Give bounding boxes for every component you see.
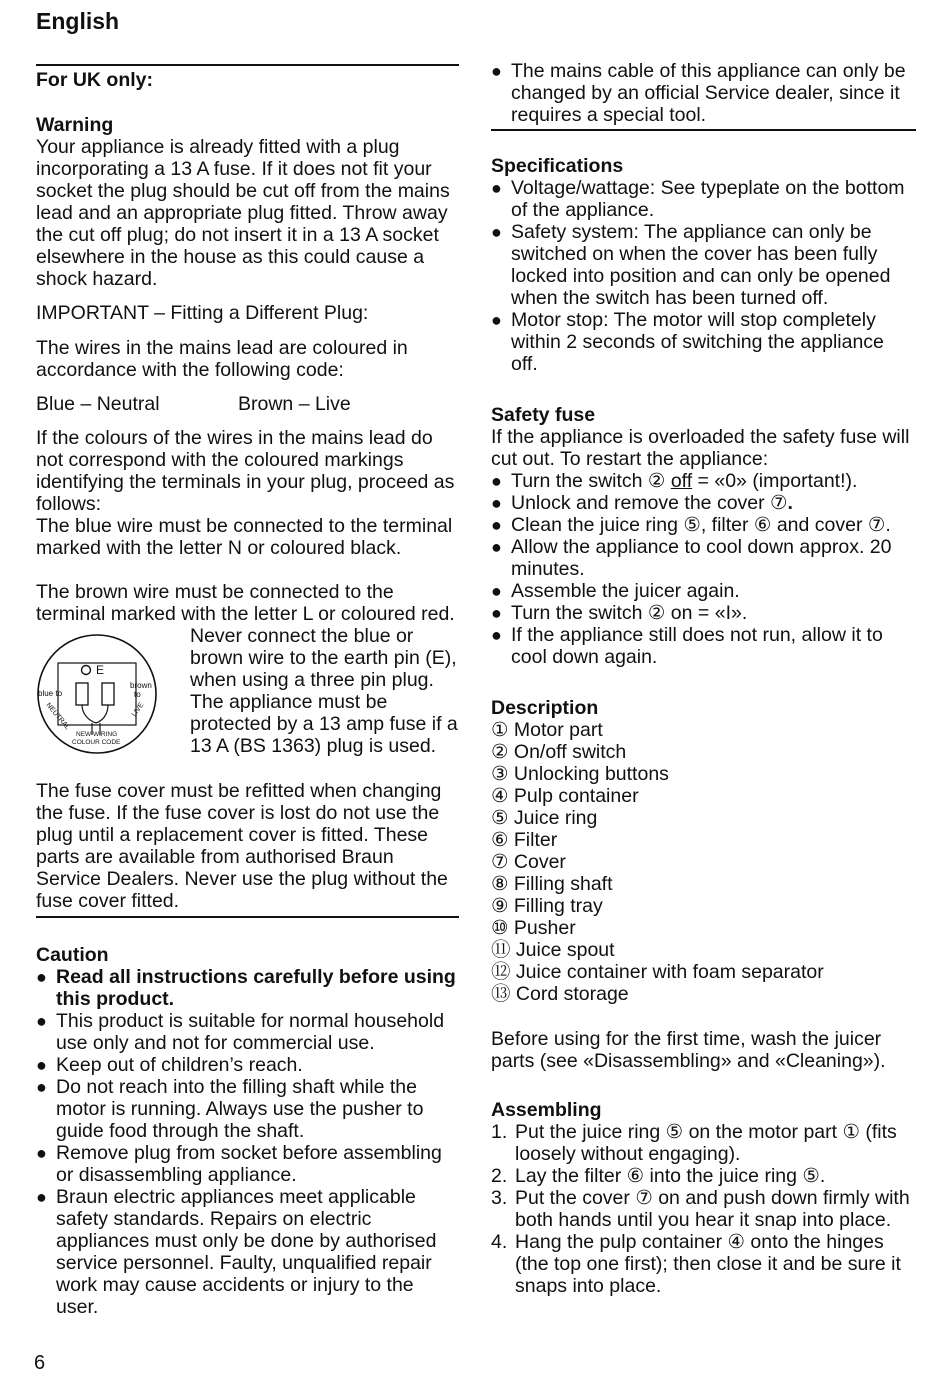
warning-heading: Warning <box>36 114 114 136</box>
assembling-heading: Assembling <box>491 1099 602 1121</box>
assembling-step <box>491 1165 916 1187</box>
fuse-step: ● Turn the switch ② on = «I». <box>491 602 916 624</box>
page-number: 6 <box>34 1352 46 1374</box>
fuse-step-remove-cover <box>491 492 916 514</box>
description-item: ⑪ Juice spout <box>491 939 615 961</box>
fuse-step: ● Clean the juice ring ⑤, filter ⑥ and cover ⑦. <box>491 514 916 536</box>
step-number: 1. <box>491 1121 508 1143</box>
wire-brown-live: Brown – Live <box>238 393 351 415</box>
description-item: ⑩ Pusher <box>491 917 576 939</box>
description-item: ⑨ Filling tray <box>491 895 603 917</box>
fuse-step2-pre: Unlock and remove the cover ⑦ <box>511 492 788 514</box>
safety-fuse-list <box>491 470 916 668</box>
step-text: Hang the pulp container ④ onto the hinges (the top one first); then close it and be sure it snaps into place. <box>515 1231 901 1297</box>
caution-heading: Caution <box>36 944 109 966</box>
neutral-label: NEUTRAL <box>44 701 71 732</box>
assembling-step <box>491 1121 916 1165</box>
live-label: LIVE <box>130 701 146 719</box>
step-text: Put the cover ⑦ on and push down firmly with both hands until you hear it snap into place. <box>515 1187 910 1231</box>
description-heading: Description <box>491 697 599 719</box>
assembling-step <box>491 1187 916 1231</box>
spec-item: ● Voltage/wattage: See typeplate on the bottom of the appliance. <box>491 177 916 221</box>
caution-item: ● Remove plug from socket before assembling or disassembling appliance. <box>36 1142 459 1186</box>
brown-wire-text: The brown wire must be connected to the terminal marked with the letter L or coloured red. <box>36 581 455 625</box>
assembling-step <box>491 1231 916 1297</box>
colour-code-line2: COLOUR CODE <box>72 739 121 746</box>
caution-list <box>36 966 459 1318</box>
plug-wiring-diagram <box>36 633 158 755</box>
wire-blue-neutral: Blue – Neutral <box>36 393 160 415</box>
earth-label: E <box>96 663 105 677</box>
step-number: 3. <box>491 1187 508 1209</box>
fuse-step: ● Assemble the juicer again. <box>491 580 916 602</box>
description-list <box>491 719 916 1005</box>
blue-to-label: blue to <box>38 689 63 698</box>
blue-wire-text: The blue wire must be connected to the terminal marked with the letter N or coloured black. <box>36 515 453 559</box>
plug-section <box>36 625 459 785</box>
step-text: Lay the filter ⑥ into the juice ring ⑤. <box>515 1165 826 1187</box>
top-rule-left <box>36 64 459 66</box>
important-heading: IMPORTANT – Fitting a Different Plug: <box>36 302 369 324</box>
fuse-step2-dot: . <box>787 492 793 514</box>
specifications-heading: Specifications <box>491 155 624 177</box>
specifications-list <box>491 177 916 375</box>
step-text: Put the juice ring ⑤ on the motor part ① (fits loosely without engaging). <box>515 1121 897 1165</box>
assembling-list <box>491 1121 916 1297</box>
description-item: ⑫ Juice container with foam separator <box>491 961 824 983</box>
before-use-text: Before using for the first time, wash the juicer parts (see «Disassembling» and «Cleaning»). <box>491 1028 886 1072</box>
fuse-step1-post: = «0» (important!). <box>692 470 858 492</box>
description-item: ⑬ Cord storage <box>491 983 629 1005</box>
description-item: ③ Unlocking buttons <box>491 763 669 785</box>
description-item: ④ Pulp container <box>491 785 639 807</box>
colours-text: If the colours of the wires in the mains lead do not correspond with the coloured markings identifying the terminals in your plug, proceed as follows: <box>36 427 455 515</box>
fuse-step1-off: off <box>670 470 693 492</box>
step-number: 2. <box>491 1165 508 1187</box>
description-item: ⑧ Filling shaft <box>491 873 613 895</box>
description-item: ② On/off switch <box>491 741 627 763</box>
spec-rule <box>491 129 916 131</box>
description-item: ⑦ Cover <box>491 851 566 873</box>
caution-item: ● This product is suitable for normal household use only and not for commercial use. <box>36 1010 459 1054</box>
wires-intro: The wires in the mains lead are coloured in accordance with the following code: <box>36 337 408 381</box>
left-column <box>36 0 459 1318</box>
uk-only-heading: For UK only: <box>36 69 153 91</box>
step-number: 4. <box>491 1231 508 1253</box>
fuse-step: ● Allow the appliance to cool down approx. 20 minutes. <box>491 536 916 580</box>
caution-item: ● Do not reach into the filling shaft while the motor is running. Always use the pusher to guide food through the shaft. <box>36 1076 459 1142</box>
fuse-step-switch-off <box>491 470 916 492</box>
caution-item: ● Braun electric appliances meet applicable safety standards. Repairs on electric appliances must only be done by authorised service personnel. Faulty, unqualified repair work may cause accidents or injury to the user. <box>36 1186 459 1318</box>
fuse-step: ● If the appliance still does not run, allow it to cool down again. <box>491 624 916 668</box>
safety-fuse-intro: If the appliance is overloaded the safety fuse will cut out. To restart the appliance: <box>491 426 910 470</box>
fuse-step1-pre: Turn the switch ② <box>511 470 671 492</box>
spec-item: ● Safety system: The appliance can only be switched on when the cover has been fully locked into position and can only be opened when the switch has been turned off. <box>491 221 916 309</box>
page-heading: English <box>36 8 120 34</box>
caution-item: ● Keep out of children’s reach. <box>36 1054 459 1076</box>
description-item: ⑤ Juice ring <box>491 807 598 829</box>
earth-pin-icon <box>82 666 91 675</box>
plug-diagram-svg <box>36 633 158 755</box>
brown-label: brown <box>130 681 152 690</box>
safety-fuse-heading: Safety fuse <box>491 404 596 426</box>
caution-rule <box>36 916 459 918</box>
never-connect-text: Never connect the blue or brown wire to the earth pin (E), when using a three pin plug. The appliance must be protected by a 13 amp fuse if a 13 A (BS 1363) plug is used. <box>190 625 458 757</box>
description-item: ① Motor part <box>491 719 603 741</box>
wire-code-row <box>36 393 459 415</box>
mains-cable-list <box>491 60 916 126</box>
to-label: to <box>134 690 141 699</box>
colour-code-line1: NEW WIRING <box>76 731 118 738</box>
caution-item: ● Read all instructions carefully before using this product. <box>36 966 459 1010</box>
fuse-cover-text: The fuse cover must be refitted when changing the fuse. If the fuse cover is lost do not use the plug until a replacement cover is fitted. These parts are available from authorised Braun Service Dealers. Never use the plug without the fuse cover fitted. <box>36 780 448 912</box>
mains-cable-item: ● The mains cable of this appliance can only be changed by an official Service dealer, since it requires a special tool. <box>491 60 916 126</box>
spec-item: ● Motor stop: The motor will stop completely within 2 seconds of switching the appliance off. <box>491 309 916 375</box>
description-item: ⑥ Filter <box>491 829 558 851</box>
warning-text: Your appliance is already fitted with a plug incorporating a 13 A fuse. If it does not fit your socket the plug should be cut off from the mains lead and an appropriate plug fitted. Throw away the cut off plug; do not insert it in a 13 A socket elsewhere in the house as this could cause a shock hazard. <box>36 136 450 290</box>
